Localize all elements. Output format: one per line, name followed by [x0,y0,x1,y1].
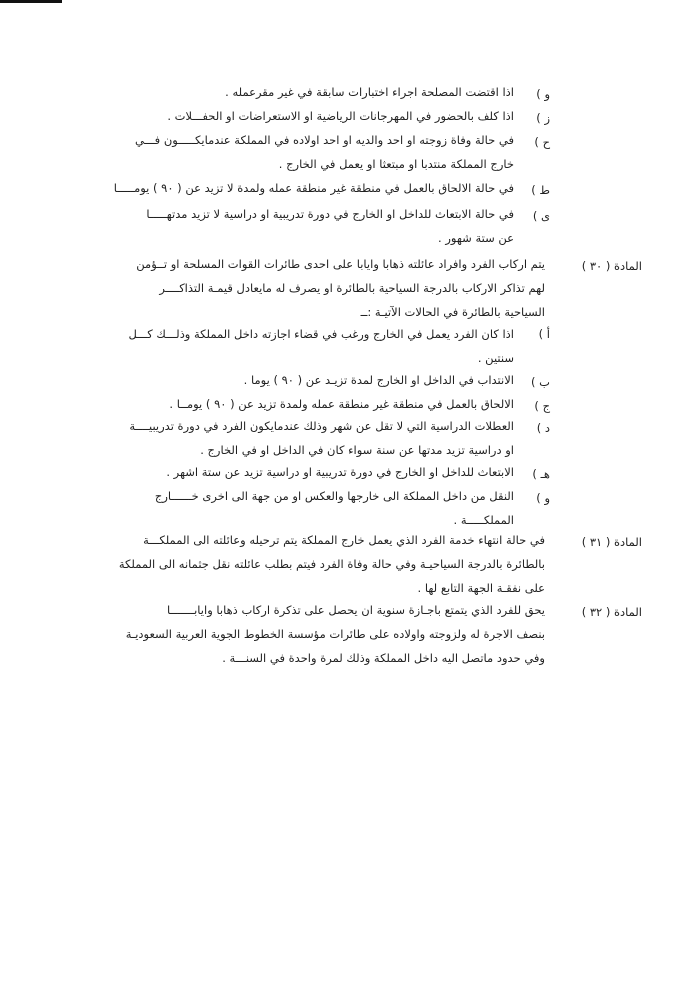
article-30-line: لهم تذاكر الاركاب بالدرجة السياحية بالطائرة او يصرف له مايعادل قيمـة التذاكــــر [159,281,545,295]
subitem-line: الابتعاث للداخل او الخارج في دورة تدريبية او دراسية تزيد عن ستة اشهر . [166,465,514,479]
item-marker: و ) [536,87,550,101]
article-31-line: بالطائرة بالدرجة السياحيـة وفي حالة وفاة الفرد فيتم بطلب عائلته نقل جثمانه الى المملكة [118,557,545,571]
article-32-line: يحق للفرد الذي يتمتع باجـازة سنوية ان يحصل على تذكرة اركاب ذهابا وايابـــــــا [167,603,545,617]
item-marker: ح ) [534,135,550,149]
item-line: في حالة الالحاق بالعمل في منطقة غير منطقة عمله ولمدة لا تزيد عن ( ٩٠ ) يومـــــا [113,181,514,195]
subitem-line: سنتين . [477,351,514,365]
article-30-line: السياحية بالطائرة في الحالات الآتيـة :ــ [360,305,545,319]
article-31-line: على نفقـة الجهة التابع لها . [417,581,545,595]
article-32-label: المادة ( ٣٢ ) [581,605,642,619]
article-32-line: وفي حدود ماتصل اليه داخل المملكة وذلك لمرة واحدة في السنـــة . [222,651,545,665]
subitem-marker: و ) [536,491,550,505]
subitem-line: الانتداب في الداخل او الخارج لمدة تزيـد عن ( ٩٠ ) يوما . [243,373,514,387]
item-marker: ز ) [536,111,550,125]
article-30-label: المادة ( ٣٠ ) [581,259,642,273]
item-marker: ى ) [532,209,550,223]
item-line: في حالة الابتعاث للداخل او الخارج في دورة تدريبية او دراسية لا تزيد مدتهـــــا [146,207,514,221]
article-32-line: بنصف الاجرة له ولزوجته واولاده على طائرات مؤسسة الخطوط الجوية العربية السعوديـة [125,627,545,641]
subitem-marker: ب ) [531,375,550,389]
article-31-line: في حالة انتهاء خدمة الفرد الذي يعمل خارج المملكة يتم ترحيله وعائلته الى المملكـــة [143,533,545,547]
top-edge-rule [0,0,62,3]
subitem-line: اذا كان الفرد يعمل في الخارج ورغب في قضاء اجازته داخل المملكة وذلـــك كـــل [128,327,514,341]
article-31-label: المادة ( ٣١ ) [581,535,642,549]
subitem-line: العطلات الدراسية التي لا تقل عن شهر وذلك عندمايكون الفرد في دورة تدريبيــــة [129,419,514,433]
subitem-line: النقل من داخل المملكة الى خارجها والعكس او من جهة الى اخرى خــــــارج [154,489,514,503]
subitem-line: الالحاق بالعمل في منطقة غير منطقة عمله ولمدة تزيد عن ( ٩٠ ) يومــا . [169,397,514,411]
subitem-marker: ج ) [534,399,550,413]
subitem-marker: أ ) [538,327,550,341]
item-line: اذا اقتضت المصلحة اجراء اختبارات سابقة في غير مقرعمله . [225,85,514,99]
article-30-line: يتم اركاب الفرد وافراد عائلته ذهابا وايابا على احدى طائرات القوات المسلحة او تــؤمن [136,257,545,271]
item-marker: ط ) [531,183,550,197]
subitem-marker: د ) [536,421,550,435]
item-line: عن ستة شهور . [438,231,514,245]
subitem-line: المملكـــــة . [453,513,514,527]
item-line: خارج المملكة منتدبا او مبتعثا او يعمل في الخارج . [278,157,514,171]
item-line: في حالة وفاة زوجته او احد والديه او احد اولاده في المملكة عندمايكـــــون فـــي [134,133,514,147]
subitem-marker: هـ ) [532,467,550,481]
item-line: اذا كلف بالحضور في المهرجانات الرياضية او الاستعراضات او الحفـــلات . [167,109,514,123]
subitem-line: او دراسية تزيد مدتها عن سنة سواء كان في الداخل او في الخارج . [200,443,514,457]
